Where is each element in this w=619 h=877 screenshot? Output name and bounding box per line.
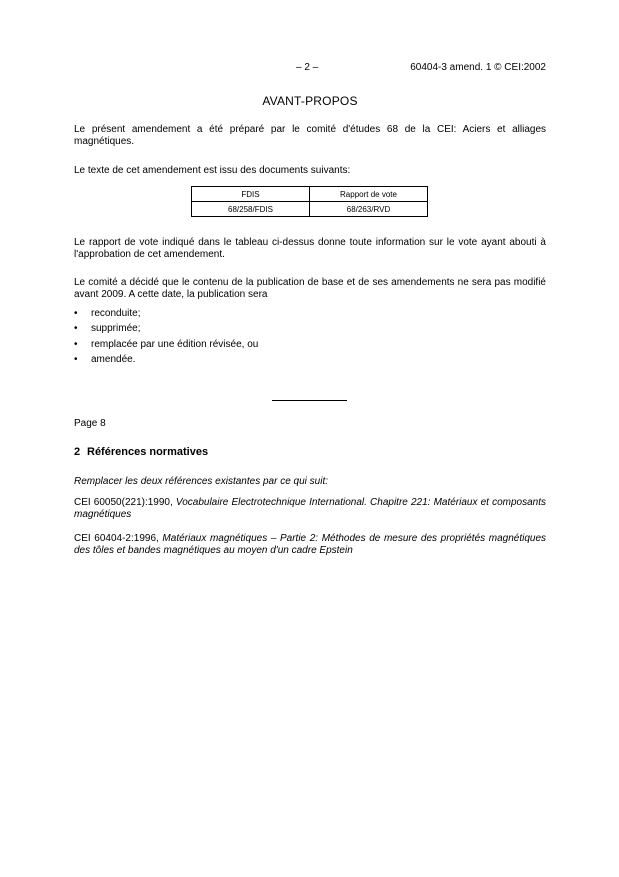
table-row (192, 202, 428, 217)
intro-paragraph: Le présent amendement a été préparé par le comité d'études 68 de la CEI: Aciers et alliages magnétiques. (74, 124, 546, 147)
table-header-cell: FDIS (192, 187, 310, 202)
separator-line (272, 400, 347, 401)
committee-paragraph: Le comité a décidé que le contenu de la publication de base et de ses amendements ne sera pas modifié avant 2009. A cette date, la publication sera (74, 277, 546, 300)
reference-code: CEI 60050(221):1990, (74, 497, 173, 508)
document-reference: 60404-3 amend. 1 © CEI:2002 (410, 62, 546, 73)
reference-title: Vocabulaire Electrotechnique International. Chapitre 221: Matériaux et composants magnétiques (74, 497, 547, 520)
reference-title: Matériaux magnétiques – Partie 2: Méthodes de mesure des propriétés magnétiques des tôles et bandes magnétiques au moyen d'un cadre Epstein (74, 533, 547, 556)
table-header-cell: Rapport de vote (310, 187, 428, 202)
bullet-icon: • (74, 338, 78, 350)
section-heading (74, 446, 546, 458)
reference-item (74, 497, 546, 521)
reference-item (74, 533, 546, 557)
list-item: • reconduite; (74, 306, 546, 321)
table-cell: 68/258/FDIS (192, 202, 310, 217)
page-reference: Page 8 (74, 418, 106, 429)
page-header (74, 62, 546, 76)
page-number: – 2 – (296, 62, 319, 73)
bullet-icon: • (74, 353, 78, 365)
table-cell: 68/263/RVD (310, 202, 428, 217)
bullet-icon: • (74, 308, 78, 319)
list-item: • supprimée; (74, 321, 546, 336)
list-item: • remplacée par une édition révisée, ou (74, 337, 546, 352)
reference-code: CEI 60404-2:1996, (74, 533, 159, 544)
publication-options-list (74, 306, 546, 367)
list-item: • amendée. (74, 352, 546, 367)
replacement-instruction: Remplacer les deux références existantes par ce qui suit: (74, 476, 329, 487)
foreword-title: AVANT-PROPOS (262, 94, 358, 108)
documents-paragraph: Le texte de cet amendement est issu des documents suivants: (74, 165, 351, 176)
table-header-row (192, 187, 428, 202)
section-title: Références normatives (87, 446, 209, 458)
bullet-icon: • (74, 323, 78, 335)
votes-table (191, 186, 428, 217)
section-number: 2 (74, 446, 81, 458)
vote-report-paragraph: Le rapport de vote indiqué dans le tableau ci-dessus donne toute information sur le vote ayant abouti à l'approbation de cet amendement. (74, 237, 546, 260)
